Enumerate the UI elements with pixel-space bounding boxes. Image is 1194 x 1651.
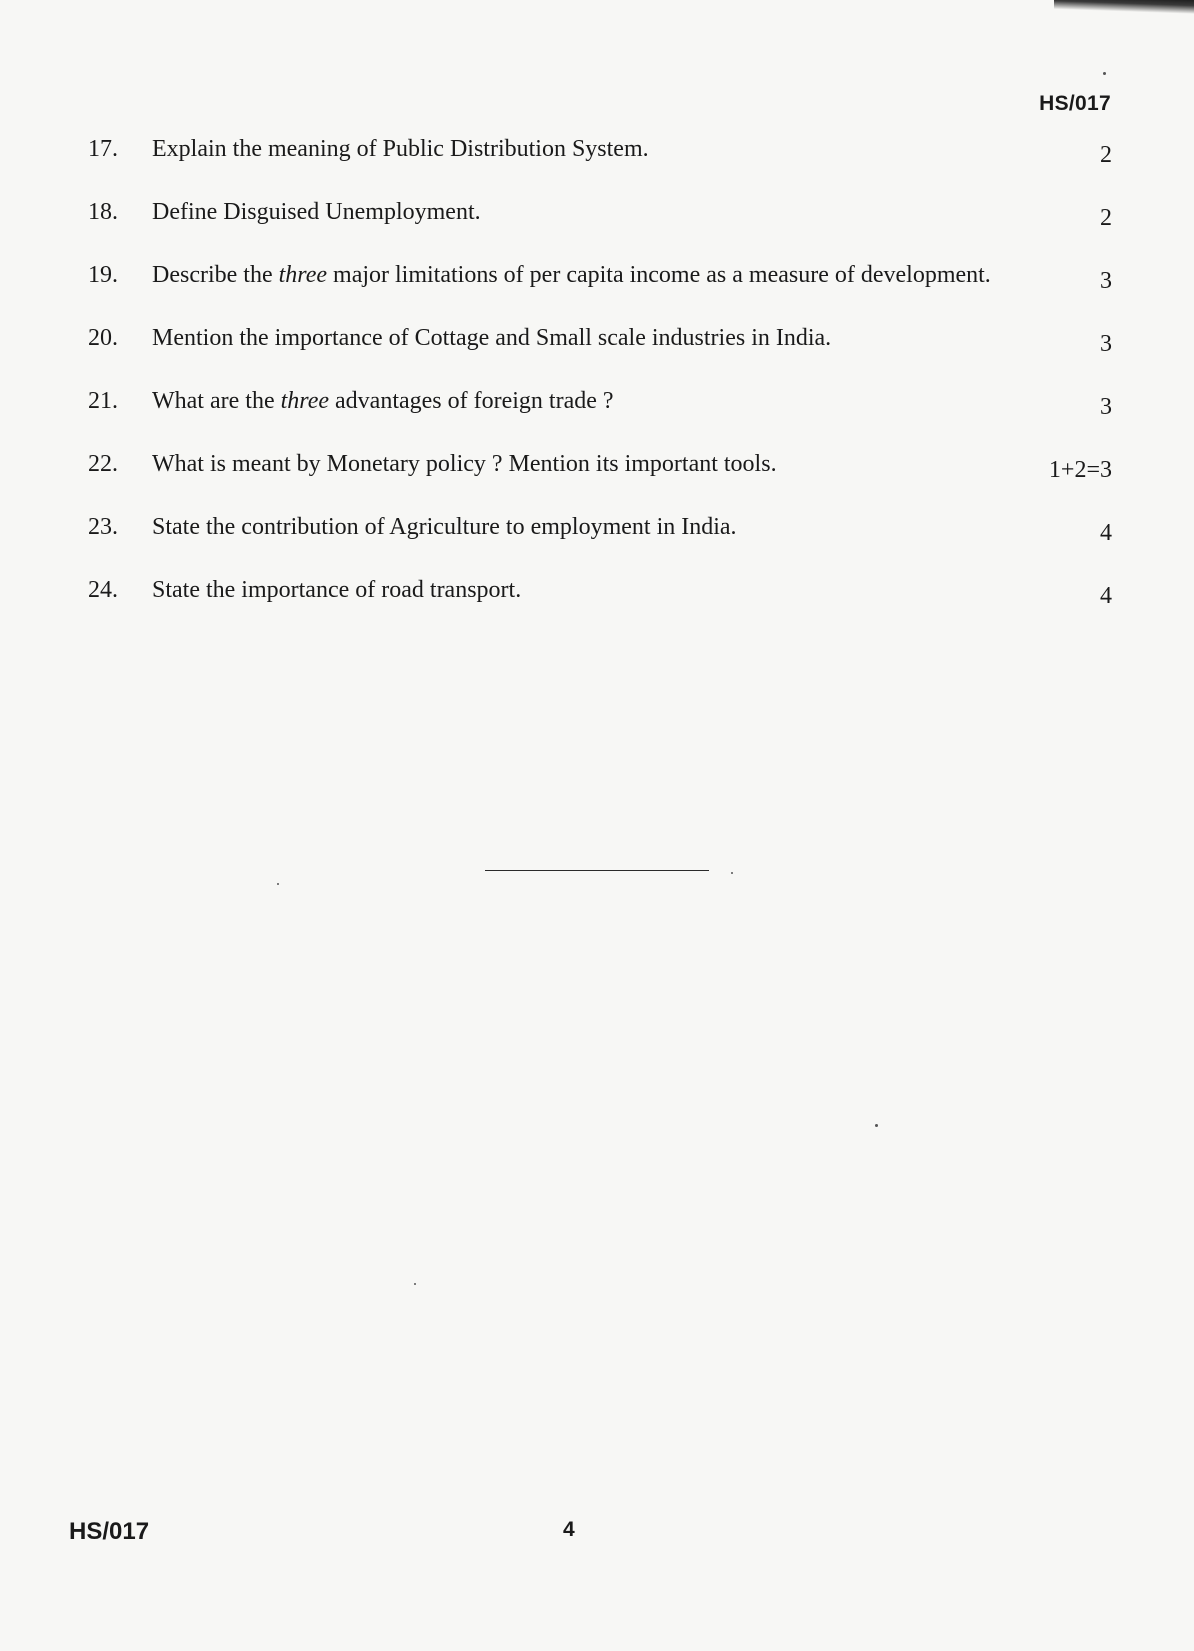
question-text: State the contribution of Agriculture to employment in India.	[152, 514, 737, 540]
question-text: Describe the three major limitations of per capita income as a measure of development.	[152, 262, 991, 288]
question-item	[88, 449, 1112, 512]
question-text: Mention the importance of Cottage and Small scale industries in India.	[152, 325, 832, 351]
question-item	[88, 134, 1112, 197]
question-marks: 2	[1100, 205, 1112, 231]
scan-speck	[1103, 72, 1106, 75]
question-marks: 3	[1100, 394, 1112, 420]
question-item	[88, 575, 1112, 638]
question-number: 22.	[88, 451, 118, 477]
header-paper-code: HS/017	[1039, 92, 1111, 115]
scan-speck	[731, 872, 733, 874]
question-text: State the importance of road transport.	[152, 577, 522, 603]
question-marks: 3	[1100, 331, 1112, 357]
question-number: 20.	[88, 325, 118, 351]
question-text: Explain the meaning of Public Distribution System.	[152, 136, 649, 162]
question-marks: 2	[1100, 142, 1112, 168]
question-item	[88, 512, 1112, 575]
question-number: 21.	[88, 388, 118, 414]
question-text: What are the three advantages of foreign trade ?	[152, 388, 614, 414]
question-item	[88, 386, 1112, 449]
scan-speck	[875, 1124, 878, 1127]
question-item	[88, 197, 1112, 260]
scan-speck	[277, 883, 279, 885]
question-number: 18.	[88, 199, 118, 225]
question-list	[88, 134, 1112, 638]
question-marks: 3	[1100, 268, 1112, 294]
question-text: What is meant by Monetary policy ? Mention its important tools.	[152, 451, 777, 477]
question-marks: 1+2=3	[1048, 457, 1112, 483]
end-of-paper-rule	[485, 870, 709, 871]
question-text: Define Disguised Unemployment.	[152, 199, 481, 225]
scan-corner-shadow	[1054, 0, 1194, 14]
question-marks: 4	[1100, 520, 1112, 546]
question-number: 17.	[88, 136, 118, 162]
scan-speck	[414, 1283, 416, 1285]
footer-paper-code: HS/017	[69, 1518, 150, 1545]
question-number: 24.	[88, 577, 118, 603]
question-number: 19.	[88, 262, 118, 288]
page-number: 4	[563, 1518, 575, 1541]
question-marks: 4	[1100, 583, 1112, 609]
question-item	[88, 260, 1112, 323]
question-number: 23.	[88, 514, 118, 540]
question-item	[88, 323, 1112, 386]
